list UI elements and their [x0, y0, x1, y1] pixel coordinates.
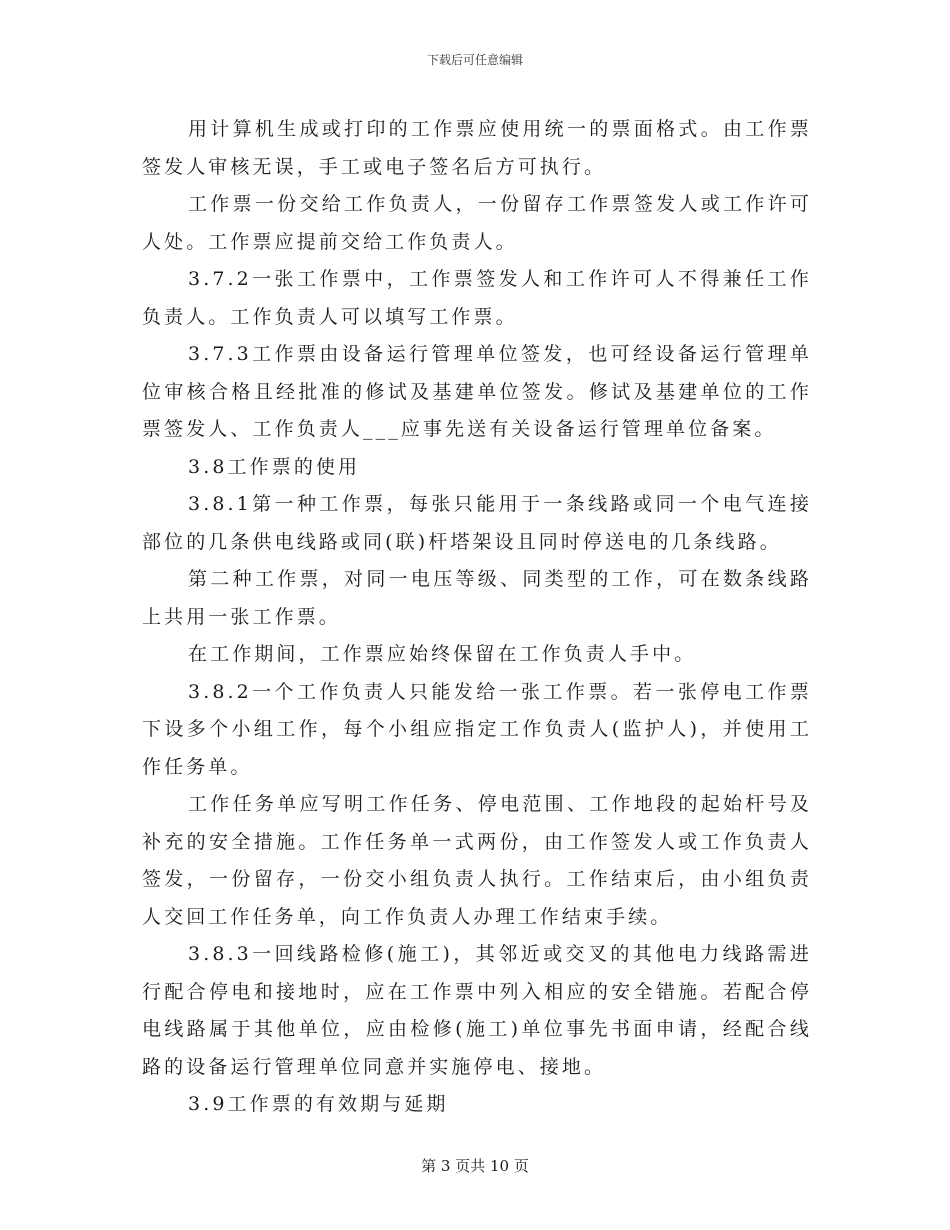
- paragraph: 3.8.1第一种工作票，每张只能用于一条线路或同一个电气连接部位的几条供电线路或同(联)杆塔架设且同时停送电的几条线路。: [142, 493, 812, 553]
- document-body: [142, 111, 812, 1124]
- section-heading: 3.9工作票的有效期与延期: [188, 1093, 449, 1115]
- paragraph: 第二种工作票，对同一电压等级、同类型的工作，可在数条线路上共用一张工作票。: [142, 568, 812, 628]
- paragraph: 用计算机生成或打印的工作票应使用统一的票面格式。由工作票签发人审核无误，手工或电子签名后方可执行。: [142, 118, 812, 178]
- page-number: 第 3 页共 10 页: [421, 1157, 529, 1175]
- paragraph: 工作票一份交给工作负责人，一份留存工作票签发人或工作许可人处。工作票应提前交给工作负责人。: [142, 193, 812, 253]
- page-header-note: 下载后可任意编辑: [426, 53, 523, 67]
- paragraph: 3.7.3工作票由设备运行管理单位签发，也可经设备运行管理单位审核合格且经批准的修试及基建单位签发。修试及基建单位的工作票签发人、工作负责人___应事先送有关设备运行管理单位备案。: [142, 343, 812, 440]
- paragraph: 3.8.3一回线路检修(施工)，其邻近或交叉的其他电力线路需进行配合停电和接地时，应在工作票中列入相应的安全错施。若配合停电线路属于其他单位，应由检修(施工)单位事先书面申请，经配合线路的设备运行管理单位同意并实施停电、接地。: [142, 943, 812, 1078]
- paragraph: 工作任务单应写明工作任务、停电范围、工作地段的起始杆号及补充的安全措施。工作任务单一式两份，由工作签发人或工作负责人签发，一份留存，一份交小组负责人执行。工作结束后，由小组负责人交回工作任务单，向工作负责人办理工作结束手续。: [142, 793, 812, 928]
- section-heading: 3.8工作票的使用: [188, 455, 361, 478]
- paragraph: 在工作期间，工作票应始终保留在工作负责人手中。: [188, 643, 697, 665]
- paragraph: 3.7.2一张工作票中，工作票签发人和工作许可人不得兼任工作负责人。工作负责人可以填写工作票。: [142, 268, 812, 328]
- paragraph: 3.8.2一个工作负责人只能发给一张工作票。若一张停电工作票下设多个小组工作，每个小组应指定工作负责人(监护人)，并使用工作任务单。: [142, 680, 812, 778]
